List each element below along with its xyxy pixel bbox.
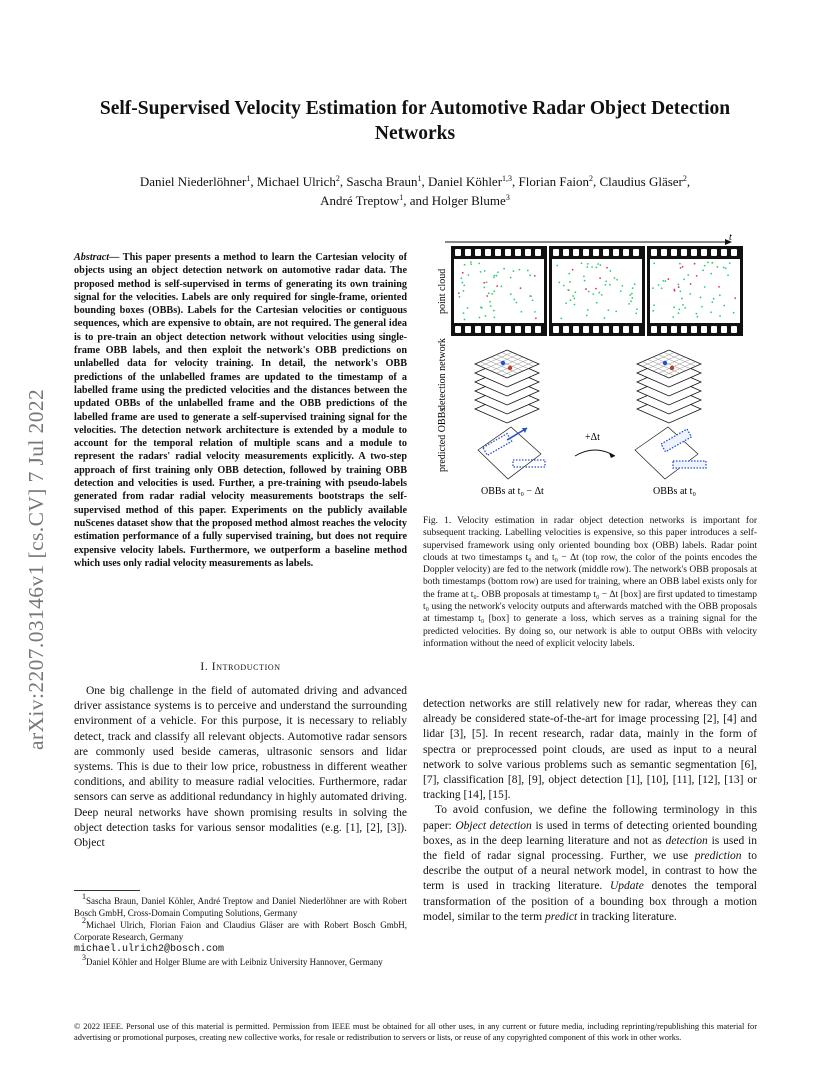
abstract-text: — This paper presents a method to learn the Cartesian velocity of objects using an object detection network on automotive radar data. The proposed method is self-supervised in terms of generating its own training signal for the velocities. Labels are only required for single-frame, oriented bounding boxes (OBBs). Labels for the Cartesian velocities or contiguous sequences, which are expensive to obtain, are not required. The general idea is to pre-train an object detection network without velocities using single-frame OBB labels, and then exploit the network's OBB predictions on unlabelled data for velocity training. In detail, the network's OBB predictions of the unlabelled frames are updated to the timestamp of a labelled frame using the predicted velocities and the distances between the updated OBBs of the unlabelled frame and the OBB predictions of the labelled frame are used to generate a self-supervised training signal for the velocities. The detection network architecture is extended by a module to account for the temporal relation of multiple scans and a module to represent the radars' radial velocity measurements explicitly. A two-step approach of first training only OBB detection, followed by training OBB detection and velocities is used. Further, a pre-training with pseudo-labels generated from radar radial velocity measurements bootstraps the self-supervised method of this paper. Experiments on the publicly available nuScenes dataset show that the proposed method almost reaches the velocity estimation performance of a fully supervised training, but does not require expensive velocity labels. Furthermore, we outperform a baseline method which uses only radial velocity measurements as labels. [74,252,407,569]
obbs-right-label: OBBs at t₀ [653,486,696,497]
row-label-predicted-obbs: predicted OBBs [437,407,448,472]
author-list [70,172,760,210]
detection-network-stack-left [475,350,539,423]
figure-caption: Fig. 1. Velocity estimation in radar object detection networks is important for subsequent tracking. Labelling velocities is expensive, so this paper introduces a self-supervised framework using only oriented bounding box (OBB) labels. Radar point clouds at two timestamps t₀ and t₀ − Δt (top row, the color of the points encodes the Doppler velocity) are fed to the network (middle row). The network's OBB proposals at both timestamps (bottom row) are used for training, where an OBB label exists only for the frame at t₀. OBB proposals at timestamp t₀ − Δt [box] are first updated to timestamp t₀ using the network's velocity outputs and afterwards matched with the OBB proposals at timestamp t₀ [box] to generate a loss, which serves as a training signal for the predicted velocities. By doing so, our network is able to output OBBs with velocity information without the need of explicit velocity labels. [423,516,757,649]
intro-paragraph: One big challenge in the field of automated driving and advanced driver assistance systems is to perceive and understand the surrounding environment of a vehicle. For this purpose, it is necessary to reliably detect, track and classify all relevant objects. Automotive radar sensors are commonly used beside cameras, ultrasonic sensors and lidar systems. This is due to their low price, robustness in different weather conditions, and ability to measure radial velocities. Furthermore, radar sensors can serve as additional redundancy in highly automated driving. Deep neural networks have shown promising results in solving the object detection tasks for various sensor modalities (e.g. [1], [2], [3]). Object [74,685,407,850]
abstract-label: Abstract [74,252,110,263]
obb-panel-left [478,427,545,479]
author-name: Michael Ulrich [256,174,336,189]
footnote-2: $^2$Michael Ulrich, Florian Faion and Claudius Gläser are with Robert Bosch GmbH, Corporate Research, Germany michael.ulrich2@bosch.com [74,916,407,955]
obb-box-right-2 [673,461,706,468]
footnote-email: michael.ulrich2@bosch.com [74,944,225,955]
abstract [74,251,407,570]
point-cloud-film-strips [451,246,743,336]
author-name: Claudius Gläser [599,174,683,189]
film-scene [552,259,642,323]
author-name: and Holger Blume [409,193,506,208]
obb-box-right-1 [661,429,691,452]
author-name: Daniel Köhler [428,174,503,189]
time-axis-label: t [729,232,732,243]
row-label-detection-network: detection network [437,338,448,410]
footnotes [74,892,407,969]
arxiv-identifier: arXiv:2207.03146v1 [cs.CV] 7 Jul 2022 [24,388,48,750]
author-name: Daniel Niederlöhner [139,174,247,189]
author-line-2: André Treptow$^1$, and Holger Blume$^3$ [320,193,510,208]
figure-1 [423,232,753,502]
author-name: Florian Faion [518,174,589,189]
film-scene [454,259,544,323]
section-heading: I. Introduction [200,661,281,673]
footnote-3: $^3$Daniel Köhler and Holger Blume are with Leibniz University Hannover, Germany [82,952,383,967]
author-name: Sascha Braun [346,174,418,189]
update-label: +Δt [585,432,600,443]
footnote-1: $^1$Sascha Braun, Daniel Köhler, André Treptow and Daniel Niederlöhner are with Robert Bosch GmbH, Cross-Domain Computing Solutions, Germany [74,892,407,918]
author-name: André Treptow [320,193,400,208]
right-paragraph-2: To avoid confusion, we define the following terminology in this paper: Object detection is used in terms of detecting oriented bounding boxes, as in the deep learning literature and not as detection is used in the field of radar signal processing. Further, we use prediction to describe the output of a neural network model, in contrast to how the term is used in tracking literature. Update denotes the temporal transformation of the position of a bounding box through a motion model, similar to the term predict in tracking literature. [423,804,758,923]
right-paragraph-1: detection networks are still relatively new for radar, whereas they can already be considered state-of-the-art for image processing [2], [4] and lidar [3], [5]. In recent research, radar data, mainly in the form of spectra or preprocessed point clouds, are used as input to a neural network to solve various problems such as semantic segmentation [6], [7], classification [8], [9], object detection [1], [10], [11], [12], [13] or tracking [14], [15]. [423,698,757,802]
right-column-text [423,697,757,925]
row-label-point-cloud: point cloud [437,268,448,314]
copyright-notice: © 2022 IEEE. Personal use of this material is permitted. Permission from IEEE must be obtained for all other uses, in any current or future media, including reprinting/republishing this material for advertising or promotional purposes, creating new collective works, for resale or redistribution to servers or lists, or reuse of any copyrighted component of this work in other works. [74,1022,757,1042]
footnote-rule [74,890,140,891]
obb-panel-right [635,427,706,479]
author-line-1: Daniel Niederlöhner$^1$, Michael Ulrich$^2$, Sascha Braun$^1$, Daniel Köhler$^{1,3}$, Florian Faion$^2$, Claudius Gläser$^2$, [139,174,691,189]
figure-1-illustration [423,232,753,502]
paper-title: Self-Supervised Velocity Estimation for Automotive Radar Object Detection Networks [99,98,731,144]
introduction-text [74,684,407,851]
obbs-left-label: OBBs at t₀ − Δt [481,486,544,497]
detection-network-stack-right [637,350,701,423]
